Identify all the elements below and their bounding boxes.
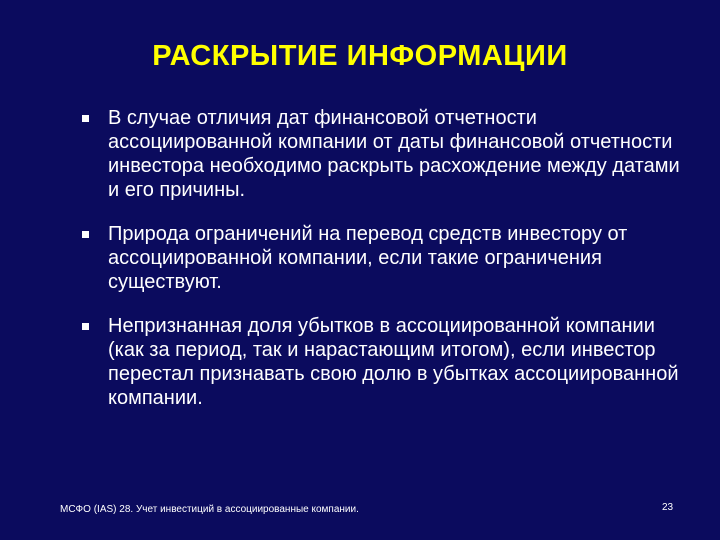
square-bullet-icon bbox=[82, 323, 89, 330]
slide-title: РАСКРЫТИЕ ИНФОРМАЦИИ bbox=[152, 40, 568, 72]
footer-source: МСФО (IAS) 28. Учет инвестиций в ассоциированные компании. bbox=[60, 504, 359, 515]
bullet-text: Природа ограничений на перевод средств инвестору от ассоциированной компании, если такие ограничения существуют. bbox=[108, 223, 628, 293]
bullet-item bbox=[82, 106, 682, 202]
square-bullet-icon bbox=[82, 231, 89, 238]
bullet-list bbox=[82, 106, 682, 430]
bullet-item bbox=[82, 314, 682, 410]
bullet-text: Непризнанная доля убытков в ассоциированной компании (как за период, так и нарастающим итогом), если инвестор перестал признавать свою долю в убытках ассоциированной компании. bbox=[108, 315, 679, 409]
square-bullet-icon bbox=[82, 115, 89, 122]
bullet-text: В случае отличия дат финансовой отчетности ассоциированной компании от даты финансовой отчетности инвестора необходимо раскрыть расхождение между датами и его причины. bbox=[108, 107, 680, 201]
page-number: 23 bbox=[662, 502, 674, 513]
bullet-item bbox=[82, 222, 682, 294]
